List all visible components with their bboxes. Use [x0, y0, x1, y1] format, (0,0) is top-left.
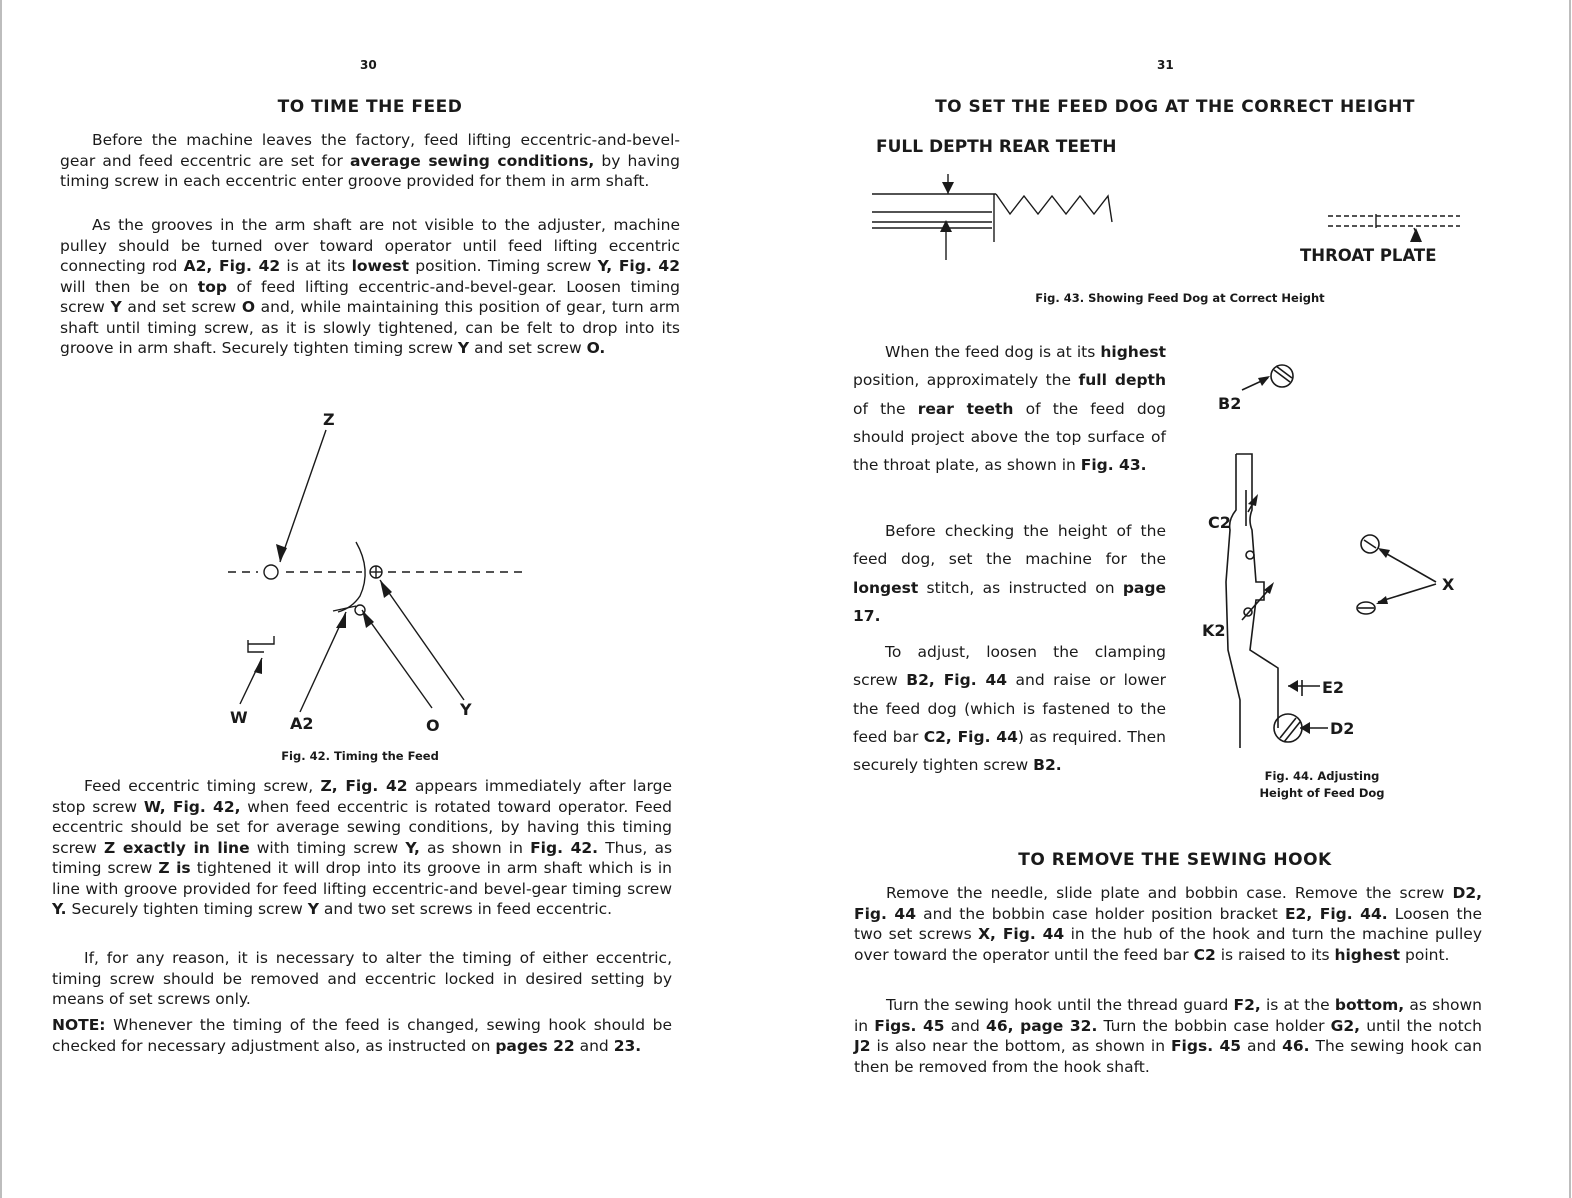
page-number-30: 30 [360, 58, 377, 72]
fig44-feed-bar-left [1226, 454, 1240, 748]
text-run: of the feed dog should project above the top surface of the throat plate, as shown in [853, 399, 1166, 475]
bold-reference: Fig. 42. [530, 838, 599, 857]
bold-reference: X, Fig. 44 [978, 925, 1065, 943]
bold-reference: O. [586, 339, 606, 357]
paragraph-right-4 [854, 883, 1482, 965]
text-run: Before the machine leaves the factory, feed lifting eccentric-and-bevel-gear and feed eccentric are set for [60, 131, 680, 170]
text-run: and two set screws in feed eccentric. [318, 900, 613, 918]
bold-reference: Y [457, 339, 470, 357]
bold-reference: full depth [1078, 371, 1166, 390]
text-run: and, while maintaining this position of gear, turn arm shaft until timing screw, as it is slowly tightened, can be felt to drop into its groove in arm shaft. Securely tighten timing screw [60, 298, 681, 357]
fig44-caption-line1: Fig. 44. Adjusting [1264, 769, 1380, 783]
left-binding-edge [0, 0, 2, 1198]
text-run: and raise or lower the feed dog (which is fastened to the feed bar [853, 671, 1167, 746]
fig44-label-e2: E2 [1322, 678, 1345, 697]
text-run: Turn the bobbin case holder [1097, 1016, 1331, 1035]
heading-remove-hook: TO REMOVE THE SEWING HOOK [1018, 850, 1332, 870]
text-run: with timing screw [249, 838, 406, 857]
text-run: Loosen the two set screws [854, 904, 1482, 943]
bold-reference: C2, Fig. 44 [923, 727, 1018, 746]
text-run: and the bobbin case holder position bracket [916, 904, 1285, 923]
text-run: Turn the sewing hook until the thread guard [886, 996, 1234, 1014]
bold-reference: G2, [1330, 1016, 1361, 1035]
heading-time-feed: TO TIME THE FEED [277, 97, 463, 117]
bold-reference: Y. [52, 900, 67, 918]
paragraph-left-1 [60, 130, 680, 192]
text-run: To adjust, loosen the clamping screw [853, 643, 1166, 690]
text-run: until the notch [1360, 1016, 1482, 1035]
bold-reference: 23. [613, 1036, 642, 1055]
text-run: Feed eccentric timing screw, [84, 777, 321, 795]
bold-reference: B2, Fig. 44 [906, 671, 1008, 690]
text-run: Whenever the timing of the feed is changed, sewing hook should be checked for necessary adjustment also, as instructed on [52, 1016, 672, 1055]
fig44-label-b2: B2 [1218, 394, 1242, 413]
bold-reference: Y, Fig. 42 [597, 257, 680, 275]
fig43-label-depth: FULL DEPTH REAR TEETH [876, 137, 1117, 157]
text-run: The sewing hook can then be removed from the hook shaft. [854, 1037, 1482, 1076]
text-run: and set screw [469, 339, 587, 357]
fig42-label-o: O [426, 716, 440, 735]
text-run: of feed lifting eccentric-and-bevel-gear. Loosen timing screw [60, 277, 680, 316]
bold-reference: 46, page 32. [986, 1016, 1098, 1035]
bold-reference: Figs. 45 [1170, 1037, 1242, 1055]
fig44-label-c2: C2 [1208, 513, 1231, 532]
bold-reference: A2, Fig. 42 [183, 257, 281, 275]
fig44-label-x: X [1442, 575, 1455, 594]
text-run: by having timing screw in each eccentric enter groove provided for them in arm shaft. [60, 151, 680, 190]
bold-reference: C2 [1193, 945, 1216, 964]
bold-reference: NOTE: [52, 1016, 106, 1034]
fig44-diagram [780, 350, 1572, 770]
bold-reference: highest [1100, 343, 1166, 361]
text-run: as shown in [854, 996, 1483, 1035]
text-run: stitch, as instructed on [918, 578, 1123, 597]
text-run: position. Timing screw [409, 257, 598, 275]
fig43-label-throat: THROAT PLATE [1300, 246, 1437, 265]
text-run: As the grooves in the arm shaft are not visible to the adjuster, machine pulley should be turned over toward operator until feed lifting eccentric connecting rod [60, 216, 680, 275]
bold-reference: Y, [405, 838, 420, 857]
bold-reference: O [241, 298, 256, 316]
heading-feed-dog-height: TO SET THE FEED DOG AT THE CORRECT HEIGHT [935, 97, 1415, 117]
bold-reference: lowest [351, 257, 410, 275]
fig42-diagram [0, 400, 780, 760]
bold-reference: longest [853, 578, 919, 597]
fig42-arrow-o [362, 610, 432, 708]
paragraph-left-3 [52, 776, 672, 920]
bold-reference: F2, [1233, 996, 1261, 1014]
paragraph-right-5 [854, 995, 1482, 1077]
text-run: appears immediately after large stop screw [52, 777, 672, 816]
fig42-label-y: Y [460, 700, 472, 719]
fig42-arrow-z [280, 430, 326, 562]
bold-reference: page 17. [853, 578, 1166, 625]
bold-reference: Figs. 45 [874, 1016, 945, 1035]
text-run: and [574, 1036, 614, 1055]
bold-reference: D2, Fig. 44 [854, 884, 1482, 923]
text-run: tightened it will drop into its groove in arm shaft which is in line with groove provided for feed lifting eccentric-and bevel-gear timing screw [52, 859, 672, 898]
bold-reference: top [197, 277, 227, 296]
fig42-label-z: Z [323, 410, 335, 429]
fig43-caption: Fig. 43. Showing Feed Dog at Correct Height [1035, 291, 1325, 305]
paragraph-left-2 [60, 215, 680, 359]
bold-reference: Y [307, 900, 319, 918]
text-run: when feed eccentric is rotated toward operator. Feed eccentric should be set for average sewing conditions, by having this timing screw [52, 797, 673, 857]
text-run: in the hub of the hook and turn the machine pulley over toward the operator until the feed bar [854, 925, 1482, 964]
bold-reference: E2, Fig. 44. [1284, 904, 1388, 923]
fig44-caption-line2: Height of Feed Dog [1259, 786, 1385, 800]
left-page [0, 0, 780, 1198]
fig42-caption: Fig. 42. Timing the Feed [281, 749, 439, 763]
text-run: Thus, as timing screw [52, 838, 673, 877]
text-run: If, for any reason, it is necessary to alter the timing of either eccentric, timing screw should be removed and eccentric locked in desired setting by means of set screws only. [52, 949, 672, 1008]
right-page [780, 0, 1572, 1198]
text-run: is at the [1260, 996, 1335, 1014]
text-run: Securely tighten timing screw [66, 900, 308, 918]
text-run: as shown in [419, 838, 531, 857]
text-run: and [1241, 1037, 1283, 1055]
bold-reference: J2 [854, 1037, 871, 1055]
text-run: When the feed dog is at its [885, 343, 1101, 361]
bold-reference: Z is [158, 859, 191, 877]
bold-reference: 46. [1282, 1037, 1310, 1055]
bold-reference: average sewing conditions, [349, 151, 595, 170]
text-run: point. [1400, 945, 1450, 964]
bold-reference: Fig. 43. [1080, 456, 1147, 475]
bold-reference: Y [110, 298, 122, 316]
fig43-diagram [780, 150, 1572, 290]
fig42-label-a2: A2 [290, 714, 314, 733]
fig42-stop-screw-w [248, 636, 274, 652]
text-run: and set screw [121, 298, 242, 316]
bold-reference: B2. [1033, 756, 1062, 775]
text-run: will then be on [60, 277, 198, 296]
text-run: of the [853, 399, 918, 418]
text-run: Before checking the height of the feed dog, set the machine for the [853, 522, 1166, 569]
text-run: is also near the bottom, as shown in [870, 1037, 1171, 1055]
bold-reference: bottom, [1334, 996, 1405, 1014]
bold-reference: Z, Fig. 42 [320, 777, 408, 795]
text-run: and [944, 1016, 987, 1035]
fig42-label-w: W [230, 708, 248, 727]
right-binding-edge [1569, 0, 1571, 1198]
fig43-teeth [996, 194, 1112, 222]
bold-reference: rear teeth [917, 399, 1014, 418]
paragraph-left-note [52, 1015, 672, 1056]
fig42-arrow-y [380, 580, 464, 700]
fig44-label-d2: D2 [1330, 719, 1355, 738]
fig42-eccentric-arc [338, 542, 365, 612]
paragraph-left-4 [52, 948, 672, 1010]
bold-reference: highest [1334, 945, 1401, 964]
bold-reference: Z exactly in line [104, 838, 250, 857]
text-run: is at its [280, 257, 352, 275]
fig44-label-k2: K2 [1202, 621, 1226, 640]
text-run: Remove the needle, slide plate and bobbin case. Remove the screw [886, 884, 1453, 902]
text-run: ) as required. Then securely tighten screw [853, 727, 1166, 775]
text-run: position, approximately the [853, 371, 1079, 390]
fig42-screw-z [264, 565, 278, 579]
bold-reference: pages 22 [495, 1036, 575, 1055]
text-run: is raised to its [1215, 945, 1335, 964]
fig44-arrow-x1 [1380, 550, 1436, 582]
fig44-hole1 [1246, 551, 1254, 559]
bold-reference: W, Fig. 42, [143, 797, 241, 816]
page-number-31: 31 [1157, 58, 1174, 72]
